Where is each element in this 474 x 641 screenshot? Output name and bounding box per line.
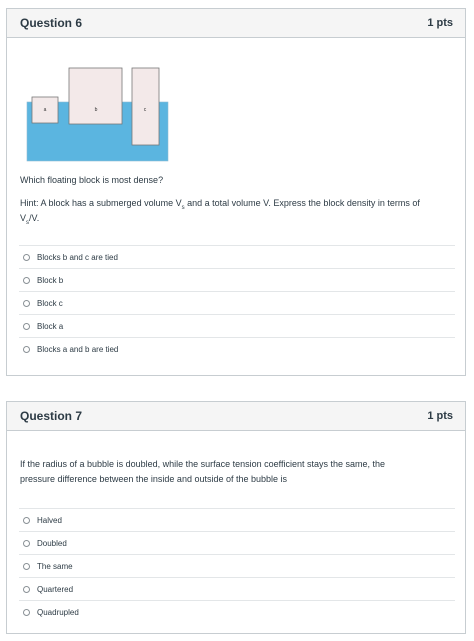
radio-button[interactable] xyxy=(23,300,30,307)
question-7-card xyxy=(6,401,466,634)
radio-button[interactable] xyxy=(23,254,30,261)
question-7-title: Question 7 xyxy=(20,409,83,423)
question-6-answers xyxy=(19,245,455,360)
radio-button[interactable] xyxy=(23,277,30,284)
block-b xyxy=(69,68,122,124)
answer-option[interactable] xyxy=(19,268,455,291)
prompt-line-2: pressure difference between the inside and outside of the bubble is xyxy=(20,474,288,484)
radio-button[interactable] xyxy=(23,609,30,616)
block-c-label: c xyxy=(143,107,147,113)
answer-option[interactable] xyxy=(19,245,455,268)
radio-button[interactable] xyxy=(23,586,30,593)
answer-label: Blocks a and b are tied xyxy=(37,344,119,354)
radio-button[interactable] xyxy=(23,323,30,330)
question-6-hint xyxy=(20,196,460,226)
hint-line2-post: /V. xyxy=(29,213,40,223)
answer-label: Halved xyxy=(37,515,62,525)
answer-label: Quartered xyxy=(37,584,74,594)
answer-option[interactable] xyxy=(19,291,455,314)
question-7-header xyxy=(7,402,465,431)
hint-line2-pre: V xyxy=(20,213,27,223)
radio-button[interactable] xyxy=(23,563,30,570)
question-6-title: Question 6 xyxy=(20,16,83,30)
question-6-points: 1 pts xyxy=(427,17,453,29)
hint-line-1 xyxy=(20,196,460,211)
answer-option[interactable] xyxy=(19,314,455,337)
hint-mid: and a total volume V. Express the block density in terms of xyxy=(184,198,420,208)
hint-pre: Hint: A block has a submerged volume V xyxy=(20,198,182,208)
hint-sub-1: s xyxy=(181,204,185,211)
hint-line-2 xyxy=(20,211,460,226)
block-a-label: a xyxy=(43,107,47,113)
answer-option[interactable] xyxy=(19,531,455,554)
answer-label: Doubled xyxy=(37,538,67,548)
question-6-header xyxy=(7,9,465,38)
answer-label: Block c xyxy=(37,298,63,308)
question-7-points: 1 pts xyxy=(427,410,453,422)
radio-button[interactable] xyxy=(23,540,30,547)
question-6-prompt: Which floating block is most dense? xyxy=(20,175,164,185)
prompt-line-1: If the radius of a bubble is doubled, while the surface tension coefficient stays the same, the xyxy=(20,459,386,469)
answer-label: The same xyxy=(37,561,73,571)
answer-label: Block b xyxy=(37,275,64,285)
question-6-card xyxy=(6,8,466,376)
answer-label: Blocks b and c are tied xyxy=(37,252,118,262)
answer-label: Block a xyxy=(37,321,64,331)
answer-option[interactable] xyxy=(19,554,455,577)
answer-option[interactable] xyxy=(19,600,455,623)
block-b-label: b xyxy=(94,107,98,113)
answer-option[interactable] xyxy=(19,337,455,360)
question-7-prompt xyxy=(20,457,460,487)
answer-option[interactable] xyxy=(19,508,455,531)
radio-button[interactable] xyxy=(23,517,30,524)
radio-button[interactable] xyxy=(23,346,30,353)
answer-option[interactable] xyxy=(19,577,455,600)
answer-label: Quadrupled xyxy=(37,607,79,617)
hint-sub-2: s xyxy=(26,219,30,226)
question-7-answers xyxy=(19,508,455,623)
floating-blocks-diagram xyxy=(23,65,173,165)
